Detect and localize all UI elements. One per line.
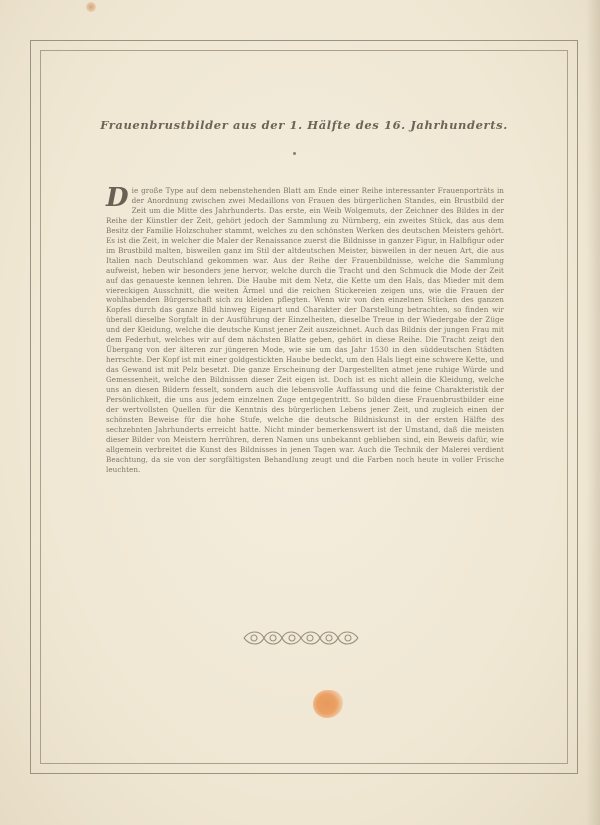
foxing-spot (86, 2, 96, 12)
title-separator-dot (293, 152, 296, 155)
decorative-ornament-icon (240, 628, 362, 648)
body-text: ie große Type auf dem nebenstehenden Blatt am Ende einer Reihe interessanter Frauenporträts in der Anordnung zwischen zwei Medaillons von Frauen des bürgerlichen Standes, ein Brustbild der Zeit um die Mitte des Jahrhunderts. Das erste, ein Weib Wolgemuts, der Zeichner des Bildes in der Reihe der Künstler der Zeit, gehört jedoch der Sammlung zu Nürnberg, ein zweites Stück, das aus dem Besitz der Familie Holzschuher stammt, welches zu den schönsten Werken des deutschen Meisters gehört. Es ist die Zeit, in welcher die Maler der Renaissance zuerst die Bildnisse in ganzer Figur, in Halbfigur oder im Brustbild malten, bisweilen ganz im Stil der altdeutschen Meister, bisweilen in der neuen Art, die aus Italien nach Deutschland gekommen war. Aus der Reihe der Frauenbildnisse, welche die Sammlung aufweist, heben wir besonders jene hervor, welche durch die Tracht und den Schmuck die Mode der Zeit auf das genaueste kennen lehren. Die Haube mit dem Netz, die Kette um den Hals, das Mieder mit dem viereckigen Ausschnitt, die weiten Ärmel und die reichen Stickereien zeigen uns, wie die Frauen der wohlhabenden Bürgerschaft sich zu kleiden pflegten. Wenn wir von den einzelnen Stücken des ganzen Kopfes durch das ganze Bild hinweg Eigenart und Charakter der Darstellung betrachten, so finden wir überall dieselbe Sorgfalt in der Ausführung der Einzelheiten, dieselbe Treue in der Wiedergabe der Züge und der Kleidung, welche die deutsche Kunst jener Zeit auszeichnet. Auch das Bildnis der jungen Frau mit dem Federhut, welches wir auf dem nächsten Blatte geben, gehört in diese Reihe. Die Tracht zeigt den Übergang von der älteren zur jüngeren Mode, wie sie um das Jahr 1530 in den süddeutschen Städten herrschte. Der Kopf ist mit einer goldgestickten Haube bedeckt, um den Hals liegt eine schwere Kette, und das Gewand ist mit Pelz besetzt. Die ganze Erscheinung der Dargestellten atmet jene ruhige Würde und Gemessenheit, welche den Bildnissen dieser Zeit eigen ist. Doch ist es nicht allein die Kleidung, welche uns an diesen Bildern fesselt, sondern auch die lebensvolle Auffassung und die feine Charakteristik der Persönlichkeit, die uns aus jedem einzelnen Zuge entgegentritt. So bilden diese Frauenbrustbilder eine der wertvollsten Quellen für die Kenntnis des bürgerlichen Lebens jener Zeit, und zugleich einen der schönsten Beweise für die hohe Stufe, welche die deutsche Bildniskunst in der ersten Hälfte des sechzehnten Jahrhunderts erreicht hatte. Nicht minder bemerkenswert ist der Umstand, daß die meisten dieser Bilder von Meistern herrühren, deren Namen uns unbekannt geblieben sind, ein Beweis dafür, wie allgemein verbreitet die Kunst des Bildnisses in jenen Tagen war. Auch die Technik der Malerei verdient Beachtung, da sie von der sorgfältigsten Behandlung zeugt und die Farben noch heute in voller Frische leuchten. (106, 186, 504, 474)
drop-cap-initial: D (106, 183, 129, 213)
body-paragraph (106, 183, 504, 475)
page-edge-shadow (586, 0, 600, 825)
page-title: Frauenbrustbilder aus der 1. Hälfte des 16. Jahrhunderts. (100, 118, 508, 132)
